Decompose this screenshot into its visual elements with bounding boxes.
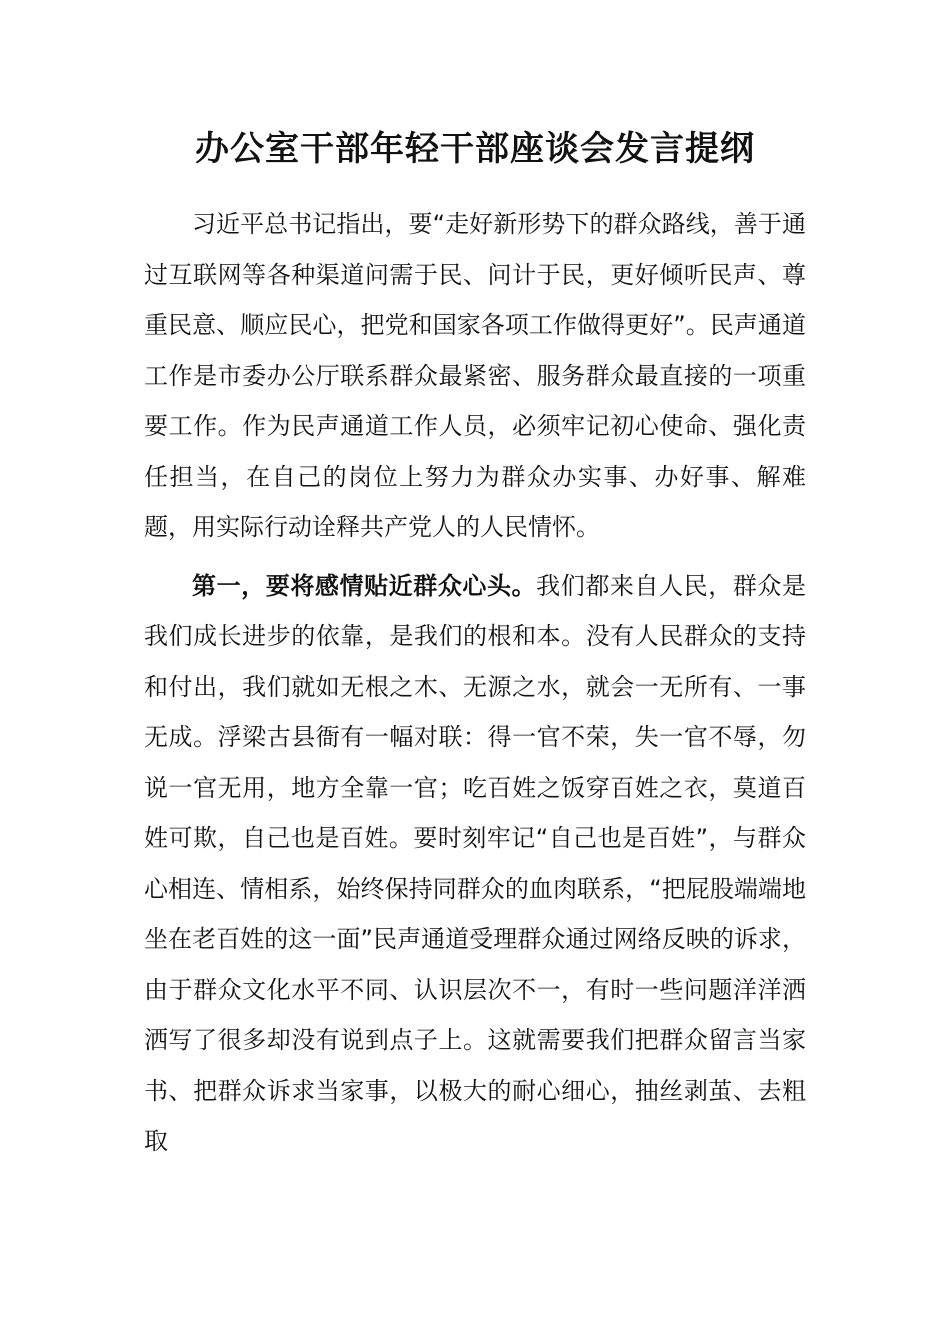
document-body	[144, 199, 806, 1167]
paragraph-text: 我们都来自人民，群众是我们成长进步的依靠，是我们的根和本。没有人民群众的支持和付出，我们就如无根之木、无源之水，就会一无所有、一事无成。浮梁古县衙有一幅对联：得一官不荣，失一官不辱，勿说一官无用，地方全靠一官；吃百姓之饭穿百姓之衣，莫道百姓可欺，自己也是百姓。要时刻牢记“自己也是百姓”，与群众心相连、情相系，始终保持同群众的血肉联系，“把屁股端端地坐在老百姓的这一面”民声通道受理群众通过网络反映的诉求，由于群众文化水平不同、认识层次不一，有时一些问题洋洋洒洒写了很多却没有说到点子上。这就需要我们把群众留言当家书、把群众诉求当家事，以极大的耐心细心，抽丝剥茧、去粗取	[144, 571, 807, 1155]
paragraph-intro	[144, 199, 806, 553]
paragraph-heading: 第一，要将感情贴近群众心头。	[192, 571, 537, 600]
document-title: 办公室干部年轻干部座谈会发言提纲	[195, 129, 755, 169]
paragraph-text: 习近平总书记指出，要“走好新形势下的群众路线，善于通过互联网等各种渠道问需于民、问计于民，更好倾听民声、尊重民意、顺应民心，把党和国家各项工作做得更好”。民声通道工作是市委办公厅联系群众最紧密、服务群众最直接的一项重要工作。作为民声通道工作人员，必须牢记初心使命、强化责任担当，在自己的岗位上努力为群众办实事、办好事、解难题，用实际行动诠释共产党人的人民情怀。	[144, 210, 806, 541]
paragraph-point-one	[144, 561, 806, 1167]
